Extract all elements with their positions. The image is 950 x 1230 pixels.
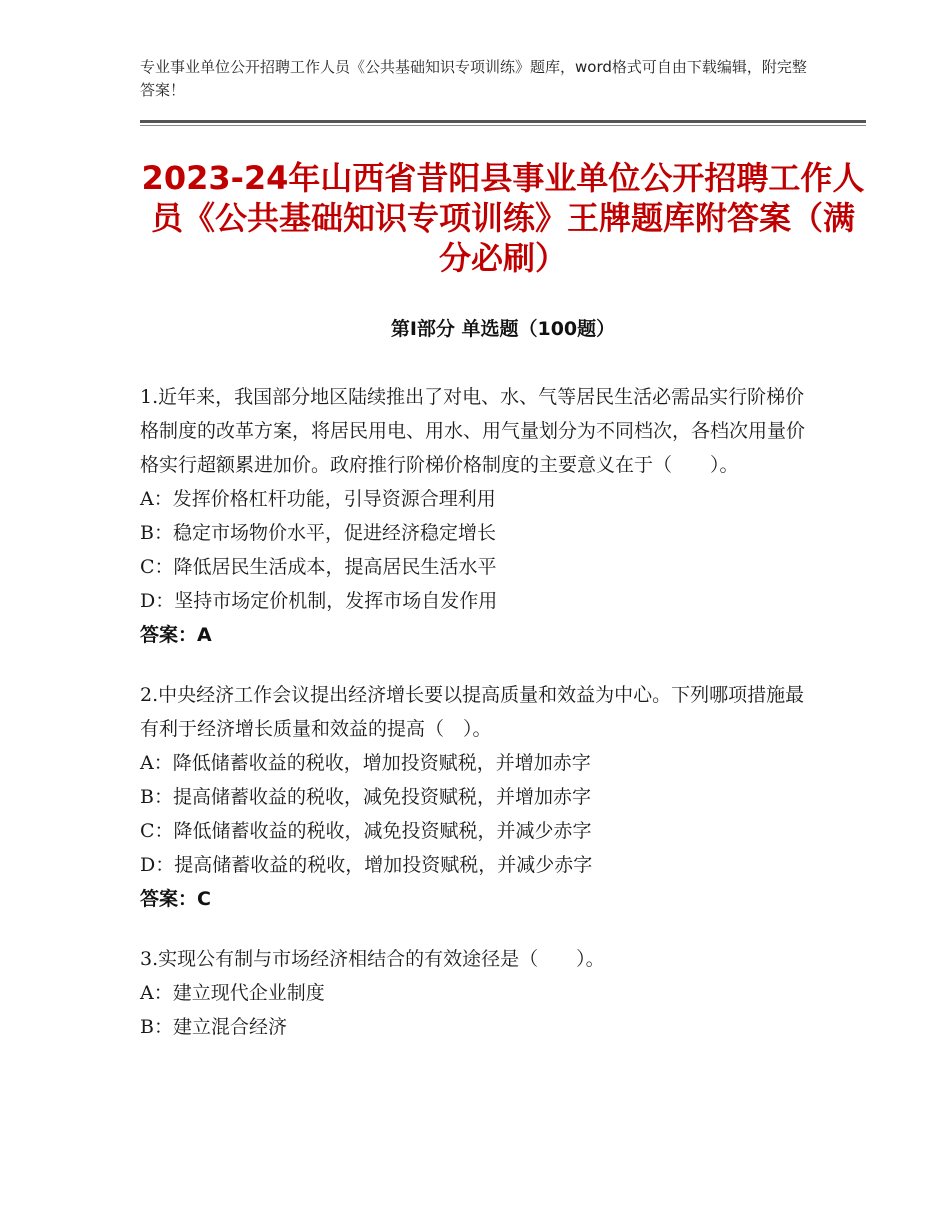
option-d: D：坚持市场定价机制，发挥市场自发作用: [140, 590, 498, 612]
question-2: [140, 678, 810, 916]
question-list: [140, 380, 810, 1070]
option-b: B：提高储蓄收益的税收，减免投资赋税，并增加赤字: [140, 786, 591, 808]
question-stem: 1.近年来，我国部分地区陆续推出了对电、水、气等居民生活必需品实行阶梯价格制度的改革方案，将居民用电、用水、用气量划分为不同档次，各档次用量价格实行超额累进加价。政府推行阶梯价格制度的主要意义在于（ ）。: [140, 386, 806, 476]
document-title: 2023-24年山西省昔阳县事业单位公开招聘工作人员《公共基础知识专项训练》王牌题库附答案（满分必刷）: [141, 159, 865, 277]
answer: 答案：A: [140, 624, 212, 646]
answer: 答案：C: [140, 888, 211, 910]
question-1: [140, 380, 810, 652]
question-stem: 3.实现公有制与市场经济相结合的有效途径是（ ）。: [140, 948, 605, 970]
question-3: [140, 942, 810, 1044]
header-note: 专业事业单位公开招聘工作人员《公共基础知识专项训练》题库，word格式可自由下载编辑，附完整答案！: [140, 58, 807, 99]
question-stem: 2.中央经济工作会议提出经济增长要以提高质量和效益为中心。下列哪项措施最有利于经济增长质量和效益的提高（ ）。: [140, 684, 805, 740]
option-a: A：建立现代企业制度: [140, 982, 325, 1004]
header-divider-thin: [140, 125, 866, 126]
option-c: C：降低居民生活成本，提高居民生活水平: [140, 556, 497, 578]
section-title: 第I部分 单选题（100题）: [390, 318, 616, 340]
header-divider-thick: [140, 120, 866, 123]
option-d: D：提高储蓄收益的税收，增加投资赋税，并减少赤字: [140, 854, 593, 876]
option-b: B：稳定市场物价水平，促进经济稳定增长: [140, 522, 496, 544]
option-b: B：建立混合经济: [140, 1016, 287, 1038]
option-a: A：发挥价格杠杆功能，引导资源合理利用: [140, 488, 496, 510]
option-a: A：降低储蓄收益的税收，增加投资赋税，并增加赤字: [140, 752, 591, 774]
option-c: C：降低储蓄收益的税收，减免投资赋税，并减少赤字: [140, 820, 592, 842]
